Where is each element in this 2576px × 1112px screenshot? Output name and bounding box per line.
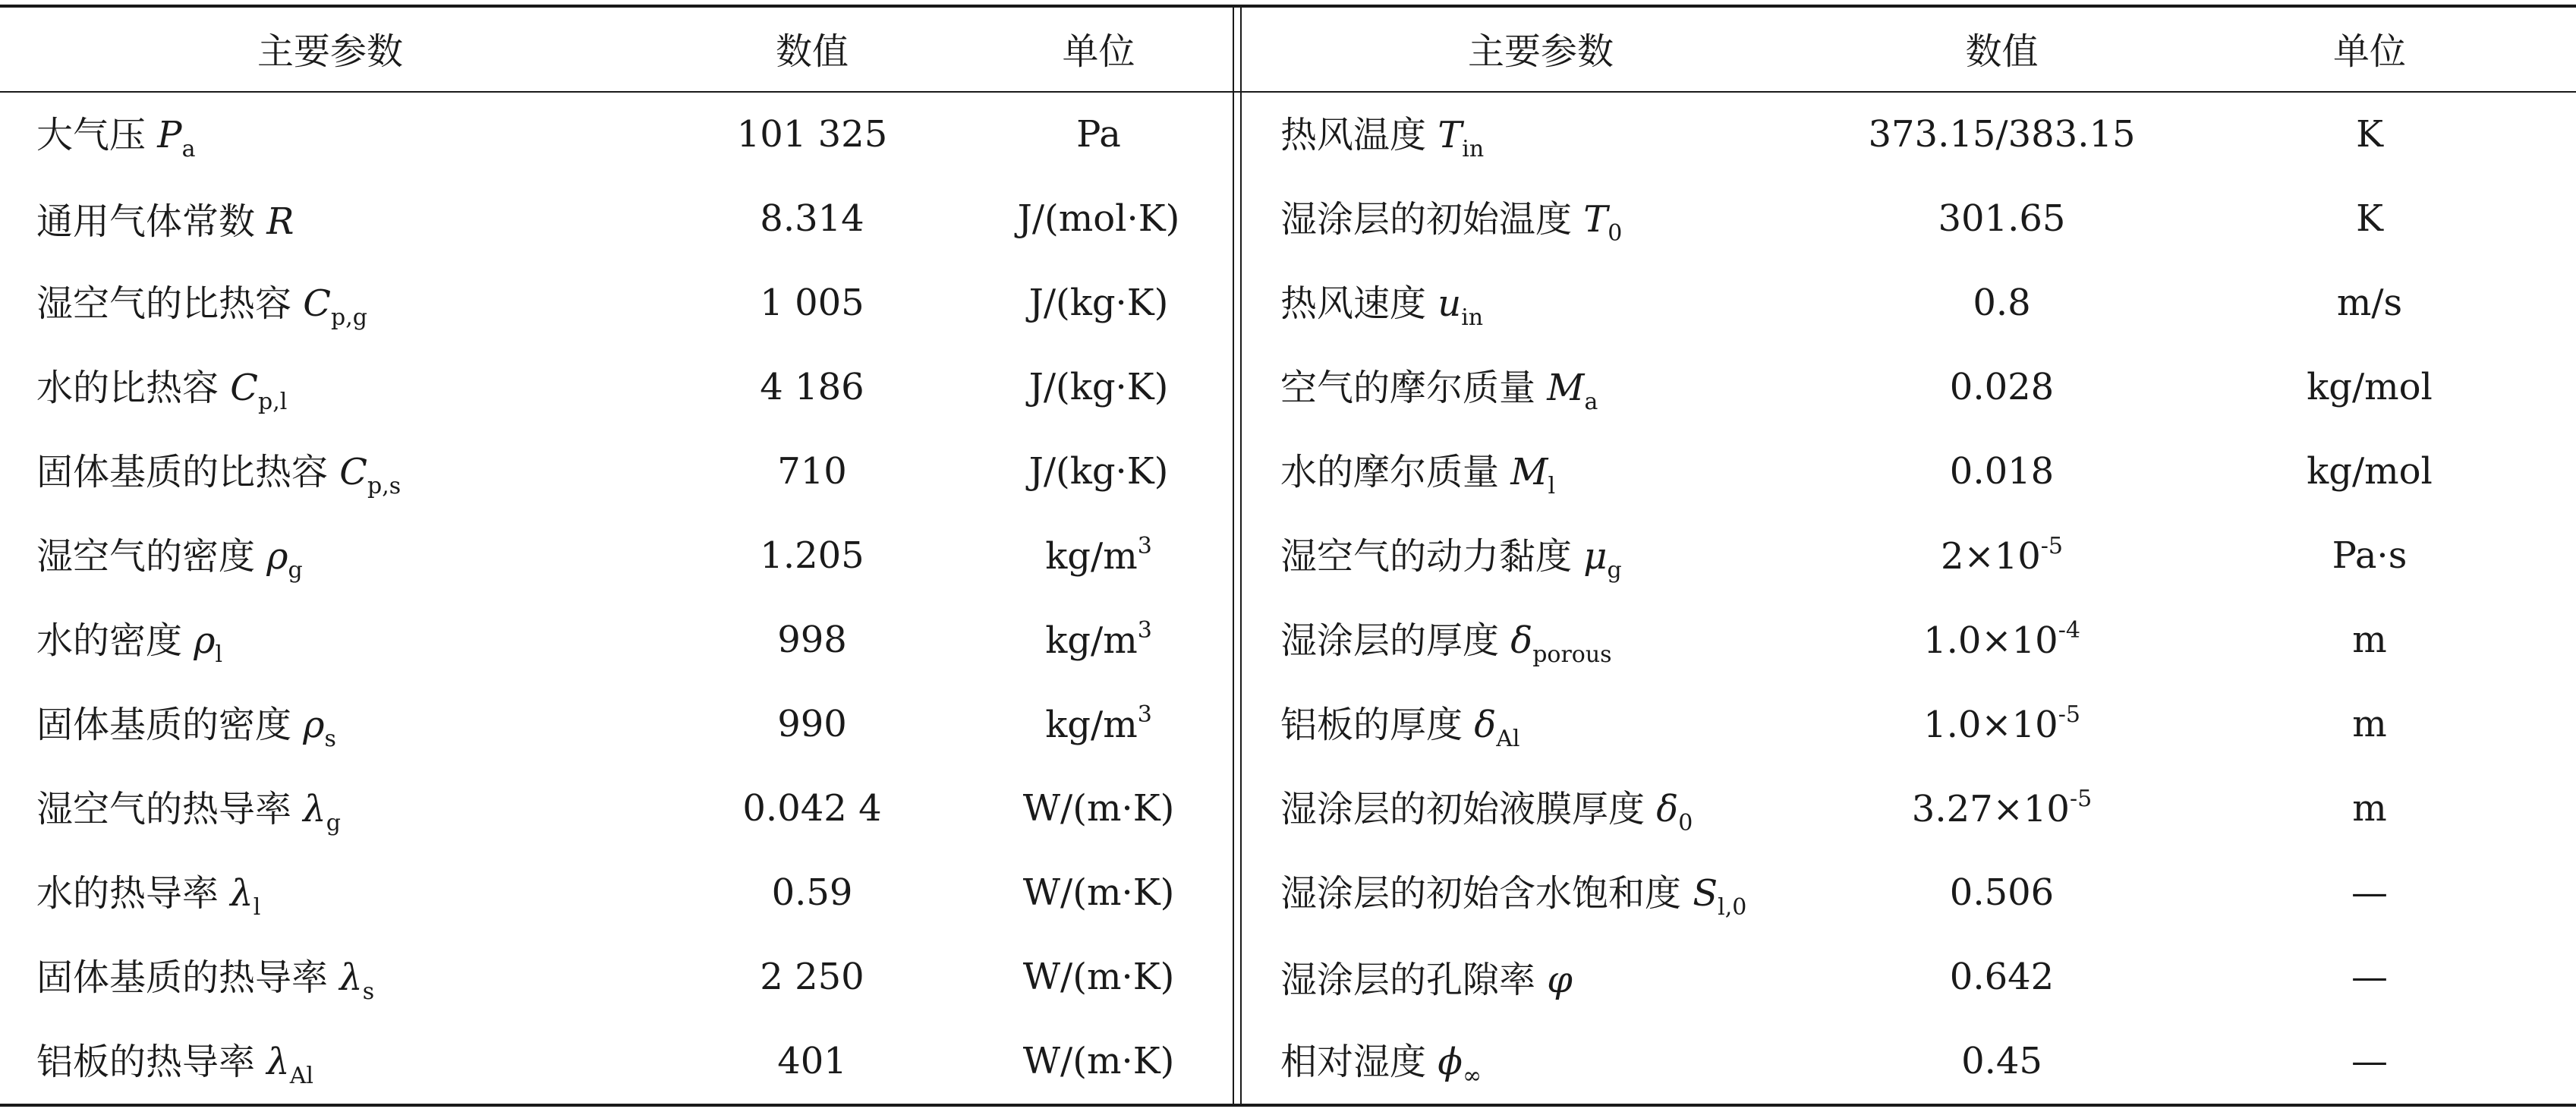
param-label: 湿空气的比热容 (36, 282, 292, 325)
unit-text: kg/m (1045, 704, 1138, 746)
value-superscript: -5 (2069, 786, 2093, 812)
param-name-right (1241, 176, 1841, 260)
param-symbol: λ (303, 788, 326, 830)
param-value-left (660, 597, 964, 682)
param-value-right (1841, 934, 2163, 1019)
param-symbol: ϕ (1438, 1041, 1463, 1083)
param-symbol: T (1438, 114, 1463, 156)
param-value-right (1841, 682, 2163, 766)
param-symbol: ρ (194, 619, 216, 662)
param-name-left (0, 766, 660, 850)
param-unit-left (964, 176, 1233, 260)
param-value-left (660, 429, 964, 513)
param-unit-right (2163, 176, 2576, 260)
param-symbol: λ (230, 872, 254, 915)
param-value-right (1841, 850, 2163, 934)
unit-superscript: 3 (1137, 533, 1152, 559)
value-text: 0.042 4 (742, 786, 882, 830)
param-unit-right (2163, 850, 2576, 934)
header-value-right: 数值 (1965, 30, 2039, 73)
param-subscript: s (324, 726, 336, 752)
param-symbol: M (1547, 367, 1585, 409)
param-name-right (1241, 597, 1841, 682)
param-subscript: in (1461, 304, 1484, 331)
unit-text: J/(kg·K) (1028, 449, 1169, 493)
param-label: 大气压 (36, 114, 146, 156)
unit-text: J/(mol·K) (1017, 197, 1180, 240)
param-name-right (1241, 92, 1841, 176)
value-text: 101 325 (736, 112, 888, 156)
param-value-right (1841, 513, 2163, 597)
param-label: 通用气体常数 (36, 200, 256, 243)
value-text: 998 (777, 618, 847, 661)
param-subscript: porous (1532, 641, 1612, 668)
param-label: 湿涂层的初始含水饱和度 (1280, 872, 1682, 915)
param-name-left (0, 176, 660, 260)
param-label: 固体基质的热导率 (36, 956, 329, 999)
unit-text: Pa (1076, 112, 1121, 156)
param-unit-left (964, 92, 1233, 176)
param-subscript: l (253, 894, 261, 921)
value-text: 2×10 (1940, 535, 2041, 578)
param-name-left (0, 429, 660, 513)
param-label: 水的摩尔质量 (1280, 451, 1500, 493)
param-symbol: u (1438, 282, 1462, 325)
unit-text: m (2352, 618, 2387, 661)
table-row (0, 429, 2576, 513)
param-symbol: ρ (303, 704, 325, 746)
table-row (0, 176, 2576, 260)
param-unit-left (964, 1019, 1233, 1103)
header-param-left: 主要参数 (257, 30, 403, 73)
param-name-left (0, 345, 660, 429)
param-value-right (1841, 345, 2163, 429)
param-label: 湿空气的密度 (36, 535, 256, 578)
param-symbol: P (157, 114, 182, 156)
param-unit-left (964, 260, 1233, 345)
value-text: 2 250 (760, 955, 864, 998)
value-text: 401 (777, 1039, 847, 1082)
unit-text: kg/m (1045, 619, 1138, 662)
value-text: 4 186 (760, 365, 864, 408)
param-subscript: p,l (258, 389, 288, 415)
param-name-right (1241, 766, 1841, 850)
param-subscript: Al (1496, 726, 1520, 752)
value-text: 1.205 (760, 534, 864, 577)
value-text: 1.0×10 (1923, 704, 2058, 746)
param-value-right (1841, 1019, 2163, 1103)
unit-text: m (2352, 702, 2387, 745)
unit-text: kg/mol (2307, 365, 2433, 408)
value-text: 1.0×10 (1923, 619, 2058, 662)
unit-text: — (2351, 1039, 2388, 1082)
param-label: 湿涂层的孔隙率 (1280, 959, 1536, 1001)
unit-text: kg/mol (2307, 449, 2433, 493)
value-text: 373.15/383.15 (1868, 112, 2136, 156)
param-subscript: l,0 (1718, 894, 1747, 921)
param-symbol: R (266, 200, 294, 243)
value-text: 0.506 (1949, 871, 2055, 914)
param-unit-right (2163, 513, 2576, 597)
table-row (0, 513, 2576, 597)
param-name-left (0, 1019, 660, 1103)
param-label: 相对湿度 (1280, 1041, 1427, 1083)
param-label: 水的热导率 (36, 872, 219, 915)
param-subscript: Al (289, 1063, 313, 1089)
param-symbol: C (230, 367, 259, 409)
value-text: 990 (777, 702, 847, 745)
param-unit-right (2163, 92, 2576, 176)
param-symbol: μ (1583, 535, 1608, 578)
param-subscript: p,s (367, 473, 402, 499)
param-unit-right (2163, 429, 2576, 513)
table-row (0, 934, 2576, 1019)
param-value-right (1841, 766, 2163, 850)
param-unit-left (964, 682, 1233, 766)
unit-text: W/(m·K) (1022, 786, 1175, 830)
param-value-right (1841, 176, 2163, 260)
param-symbol: λ (266, 1041, 290, 1083)
param-value-left (660, 176, 964, 260)
param-label: 湿空气的热导率 (36, 788, 292, 830)
unit-text: W/(m·K) (1022, 1039, 1175, 1082)
unit-superscript: 3 (1137, 701, 1152, 728)
table-row (0, 345, 2576, 429)
param-symbol: C (303, 282, 332, 325)
param-symbol: δ (1510, 619, 1533, 662)
param-name-left (0, 850, 660, 934)
param-symbol: δ (1656, 788, 1679, 830)
param-label: 热风速度 (1280, 282, 1427, 325)
table-header-row (0, 5, 2576, 92)
param-unit-right (2163, 345, 2576, 429)
unit-text: kg/m (1045, 535, 1138, 578)
param-unit-right (2163, 766, 2576, 850)
param-label: 湿空气的动力黏度 (1280, 535, 1573, 578)
table-row (0, 766, 2576, 850)
param-value-left (660, 850, 964, 934)
param-value-left (660, 1019, 964, 1103)
param-subscript: a (1584, 389, 1598, 415)
param-name-left (0, 513, 660, 597)
param-symbol: M (1510, 451, 1548, 493)
table-row (0, 850, 2576, 934)
param-label: 湿涂层的初始温度 (1280, 198, 1573, 241)
param-label: 水的密度 (36, 619, 183, 662)
value-text: 0.45 (1961, 1039, 2042, 1082)
param-subscript: s (362, 978, 375, 1005)
table-row (0, 260, 2576, 345)
param-name-right (1241, 1019, 1841, 1103)
header-unit-right: 单位 (2332, 30, 2406, 73)
value-text: 301.65 (1938, 197, 2066, 240)
table-row (0, 1019, 2576, 1103)
param-subscript: a (181, 136, 196, 162)
value-text: 710 (777, 449, 847, 493)
unit-superscript: 3 (1137, 617, 1152, 644)
param-subscript: g (326, 810, 341, 836)
param-label: 铝板的厚度 (1280, 704, 1463, 746)
unit-text: Pa·s (2332, 534, 2408, 577)
param-label: 铝板的热导率 (36, 1041, 256, 1083)
param-subscript: g (1607, 557, 1622, 584)
unit-text: W/(m·K) (1022, 871, 1175, 914)
value-text: 0.59 (771, 871, 853, 914)
param-value-right (1841, 597, 2163, 682)
param-symbol: λ (339, 956, 363, 999)
param-symbol: S (1693, 872, 1718, 915)
param-unit-left (964, 766, 1233, 850)
param-unit-left (964, 429, 1233, 513)
param-subscript: p,g (331, 304, 367, 331)
unit-text: — (2351, 871, 2388, 914)
header-value-left: 数值 (775, 30, 849, 73)
param-symbol: T (1583, 198, 1608, 241)
param-name-right (1241, 345, 1841, 429)
param-name-left (0, 682, 660, 766)
param-subscript: l (215, 641, 223, 668)
param-value-left (660, 934, 964, 1019)
value-text: 1 005 (760, 281, 864, 324)
param-label: 固体基质的比热容 (36, 451, 329, 493)
param-value-right (1841, 260, 2163, 345)
table-row (0, 597, 2576, 682)
param-name-left (0, 92, 660, 176)
unit-text: K (2356, 112, 2383, 156)
param-unit-left (964, 345, 1233, 429)
unit-text: m (2352, 786, 2387, 830)
unit-text: W/(m·K) (1022, 955, 1175, 998)
value-text: 0.642 (1949, 955, 2055, 998)
unit-text: J/(kg·K) (1028, 281, 1169, 324)
param-unit-right (2163, 1019, 2576, 1103)
table-row (0, 92, 2576, 176)
param-label: 热风温度 (1280, 114, 1427, 156)
param-label: 湿涂层的厚度 (1280, 619, 1500, 662)
value-text: 3.27×10 (1911, 788, 2070, 830)
param-subscript: 0 (1678, 810, 1693, 836)
param-unit-right (2163, 260, 2576, 345)
param-unit-left (964, 513, 1233, 597)
param-value-left (660, 92, 964, 176)
param-value-right (1841, 429, 2163, 513)
param-value-left (660, 345, 964, 429)
param-name-right (1241, 934, 1841, 1019)
param-unit-left (964, 850, 1233, 934)
unit-text: J/(kg·K) (1028, 365, 1169, 408)
param-label: 湿涂层的初始液膜厚度 (1280, 788, 1645, 830)
parameter-table (0, 5, 2576, 1103)
param-name-left (0, 934, 660, 1019)
param-name-left (0, 260, 660, 345)
param-subscript: 0 (1608, 220, 1623, 247)
param-value-left (660, 513, 964, 597)
param-symbol: φ (1547, 959, 1573, 1001)
param-subscript: l (1548, 473, 1556, 499)
param-subscript: ∞ (1463, 1063, 1482, 1089)
param-unit-right (2163, 934, 2576, 1019)
value-superscript: -4 (2058, 617, 2080, 644)
value-text: 0.8 (1973, 281, 2031, 324)
param-name-right (1241, 260, 1841, 345)
param-name-right (1241, 513, 1841, 597)
value-text: 0.028 (1949, 365, 2055, 408)
table-bottom-rule (0, 1104, 2576, 1107)
param-name-right (1241, 429, 1841, 513)
param-unit-right (2163, 682, 2576, 766)
value-superscript: -5 (2058, 701, 2080, 728)
value-superscript: -5 (2040, 533, 2064, 559)
param-symbol: δ (1474, 704, 1497, 746)
param-name-right (1241, 850, 1841, 934)
header-unit-left: 单位 (1062, 30, 1135, 73)
value-text: 8.314 (760, 197, 864, 240)
param-name-right (1241, 682, 1841, 766)
unit-text: m/s (2336, 281, 2403, 324)
param-name-left (0, 597, 660, 682)
unit-text: K (2356, 197, 2383, 240)
param-label: 固体基质的密度 (36, 704, 292, 746)
table-row (0, 682, 2576, 766)
param-subscript: g (288, 557, 303, 584)
param-label: 空气的摩尔质量 (1280, 367, 1536, 409)
param-value-left (660, 682, 964, 766)
param-unit-left (964, 934, 1233, 1019)
param-unit-right (2163, 597, 2576, 682)
param-value-left (660, 260, 964, 345)
value-text: 0.018 (1949, 449, 2055, 493)
param-value-right (1841, 92, 2163, 176)
param-symbol: C (339, 451, 368, 493)
param-label: 水的比热容 (36, 367, 219, 409)
param-value-left (660, 766, 964, 850)
param-symbol: ρ (266, 535, 288, 578)
param-unit-left (964, 597, 1233, 682)
unit-text: — (2351, 955, 2388, 998)
header-param-right: 主要参数 (1467, 30, 1614, 73)
param-subscript: in (1462, 136, 1485, 162)
